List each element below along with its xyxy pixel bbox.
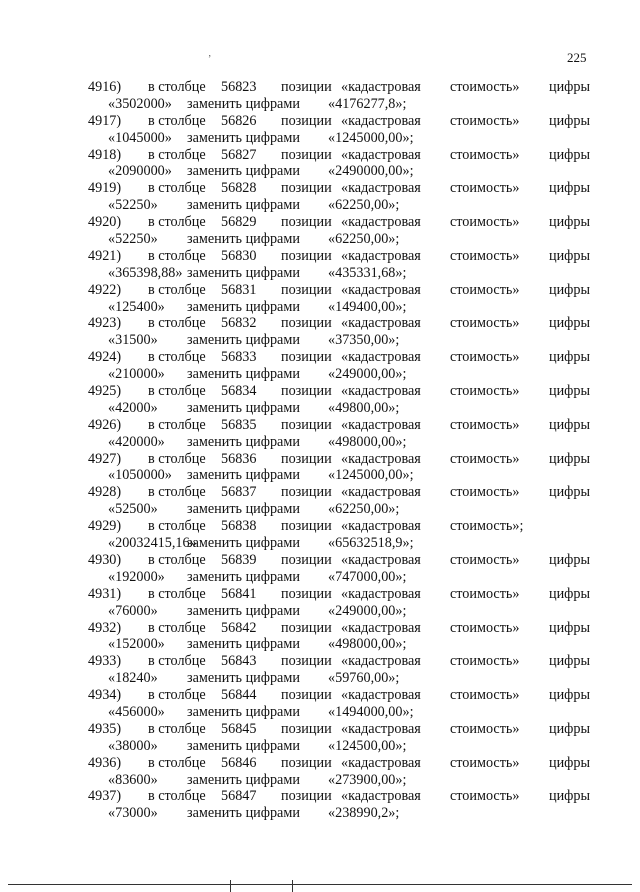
amendment-entry: [88, 653, 590, 687]
stray-mark: ʼ: [208, 54, 212, 65]
amendment-entry: [88, 755, 590, 789]
entry-pos: позиции: [281, 754, 332, 771]
entry-col: в столбце: [148, 180, 206, 197]
amendment-entry: [88, 147, 590, 181]
entry-line-2: [88, 366, 590, 383]
entry-pos: позиции: [281, 112, 332, 129]
entry-kad: «кадастровая: [341, 619, 421, 636]
entry-code: 56834: [221, 383, 257, 400]
amendment-entry: [88, 687, 590, 721]
entry-repl: заменить цифрами: [187, 298, 300, 315]
entry-col: в столбце: [148, 281, 206, 298]
entry-repl: заменить цифрами: [187, 703, 300, 720]
entry-dig: цифры: [548, 383, 590, 400]
entry-num: 4926): [88, 416, 122, 433]
entry-new: «1245000,00»;: [328, 467, 414, 484]
entry-line-2: [88, 501, 590, 518]
entry-col: в столбце: [148, 349, 206, 366]
entry-line-2: [88, 636, 590, 653]
entry-col: в столбце: [148, 416, 206, 433]
entry-num: 4923): [88, 315, 122, 332]
entry-line-1: [88, 586, 590, 603]
entry-kad: «кадастровая: [341, 551, 421, 568]
entry-dig: цифры: [548, 349, 590, 366]
entry-dig: цифры: [548, 754, 590, 771]
entry-num: 4929): [88, 518, 122, 535]
entry-new: «1245000,00»;: [328, 129, 414, 146]
footer-tick: [230, 880, 231, 892]
entry-num: 4919): [88, 180, 122, 197]
entry-col: в столбце: [148, 79, 206, 95]
entry-line-1: [88, 552, 590, 569]
entry-old: «52250»: [108, 231, 158, 248]
entry-col: в столбце: [148, 653, 206, 670]
amendment-entry: [88, 180, 590, 214]
entry-cost: стоимость»: [450, 315, 520, 332]
entry-num: 4920): [88, 214, 122, 231]
entry-cost: стоимость»: [450, 653, 520, 670]
entry-line-1: [88, 518, 590, 535]
entry-col: в столбце: [148, 450, 206, 467]
entry-kad: «кадастровая: [341, 112, 421, 129]
entry-code: 56833: [221, 349, 257, 366]
entry-pos: позиции: [281, 383, 332, 400]
entry-cost: стоимость»: [450, 585, 520, 602]
entry-dig: цифры: [548, 247, 590, 264]
amendment-entry: [88, 214, 590, 248]
entry-kad: «кадастровая: [341, 247, 421, 264]
entry-new: «62250,00»;: [328, 501, 400, 518]
entry-new: «498000,00»;: [328, 433, 407, 450]
entry-kad: «кадастровая: [341, 585, 421, 602]
entry-dig: цифры: [548, 281, 590, 298]
entry-pos: позиции: [281, 788, 332, 805]
entry-col: в столбце: [148, 247, 206, 264]
entry-dig: цифры: [548, 687, 590, 704]
entry-num: 4937): [88, 788, 122, 805]
entry-pos: позиции: [281, 281, 332, 298]
entry-new: «149400,00»;: [328, 298, 407, 315]
entry-kad: «кадастровая: [341, 146, 421, 163]
entry-old: «3502000»: [108, 95, 172, 112]
entry-pos: позиции: [281, 247, 332, 264]
entry-col: в столбце: [148, 788, 206, 805]
entry-col: в столбце: [148, 518, 206, 535]
entry-dig: цифры: [548, 450, 590, 467]
page-number: 225: [567, 50, 587, 65]
amendment-entry: [88, 484, 590, 518]
entry-repl: заменить цифрами: [187, 366, 300, 383]
entry-pos: позиции: [281, 416, 332, 433]
entry-dig: цифры: [548, 619, 590, 636]
entry-line-1: [88, 755, 590, 772]
entry-old: «192000»: [108, 568, 165, 585]
entry-dig: цифры: [548, 653, 590, 670]
entry-line-2: [88, 670, 590, 687]
entry-line-2: [88, 96, 590, 113]
entry-new: «1494000,00»;: [328, 703, 414, 720]
entry-cost: стоимость»: [450, 484, 520, 501]
entry-old: «73000»: [108, 805, 158, 822]
entry-kad: «кадастровая: [341, 416, 421, 433]
entry-col: в столбце: [148, 315, 206, 332]
entry-cost: стоимость»: [450, 551, 520, 568]
entry-col: в столбце: [148, 720, 206, 737]
entry-new: «435331,68»;: [328, 264, 407, 281]
entry-code: 56836: [221, 450, 257, 467]
entry-num: 4921): [88, 247, 122, 264]
entry-old: «52500»: [108, 501, 158, 518]
entry-pos: позиции: [281, 450, 332, 467]
amendment-entry: [88, 113, 590, 147]
entry-line-1: [88, 113, 590, 130]
entry-line-2: [88, 299, 590, 316]
entry-kad: «кадастровая: [341, 720, 421, 737]
entry-kad: «кадастровая: [341, 484, 421, 501]
entry-kad: «кадастровая: [341, 281, 421, 298]
entry-code: 56843: [221, 653, 257, 670]
entry-cost: стоимость»: [450, 788, 520, 805]
entry-kad: «кадастровая: [341, 349, 421, 366]
entry-col: в столбце: [148, 551, 206, 568]
entry-code: 56847: [221, 788, 257, 805]
amendment-entry: [88, 586, 590, 620]
entry-cost: стоимость»: [450, 619, 520, 636]
entry-pos: позиции: [281, 214, 332, 231]
entry-dig: цифры: [548, 720, 590, 737]
entry-old: «52250»: [108, 197, 158, 214]
entry-cost: стоимость»: [450, 383, 520, 400]
entry-num: 4936): [88, 754, 122, 771]
entry-code: 56844: [221, 687, 257, 704]
entry-col: в столбце: [148, 383, 206, 400]
entry-line-1: [88, 282, 590, 299]
entry-code: 56838: [221, 518, 257, 535]
entry-new: «4176277,8»;: [328, 95, 407, 112]
entry-cost: стоимость»: [450, 720, 520, 737]
entry-dig: цифры: [548, 180, 590, 197]
entry-new: «124500,00»;: [328, 737, 407, 754]
entry-new: «62250,00»;: [328, 197, 400, 214]
entry-repl: заменить цифрами: [187, 129, 300, 146]
entry-old: «83600»: [108, 771, 158, 788]
amendment-entry: [88, 620, 590, 654]
entry-line-1: [88, 79, 590, 96]
entry-cost: стоимость»: [450, 416, 520, 433]
amendment-entry: [88, 721, 590, 755]
entry-line-2: [88, 332, 590, 349]
entry-line-1: [88, 180, 590, 197]
entry-new: «747000,00»;: [328, 568, 407, 585]
amendment-entry: [88, 282, 590, 316]
entry-new: «2490000,00»;: [328, 163, 414, 180]
entry-num: 4924): [88, 349, 122, 366]
entry-num: 4922): [88, 281, 122, 298]
entry-kad: «кадастровая: [341, 518, 421, 535]
entry-pos: позиции: [281, 551, 332, 568]
entry-line-2: [88, 467, 590, 484]
amendment-entry: [88, 451, 590, 485]
entry-repl: заменить цифрами: [187, 231, 300, 248]
entry-kad: «кадастровая: [341, 315, 421, 332]
entry-dig: цифры: [548, 484, 590, 501]
entry-line-1: [88, 248, 590, 265]
entry-old: «210000»: [108, 366, 165, 383]
entry-cost: стоимость»: [450, 754, 520, 771]
entry-old: «152000»: [108, 636, 165, 653]
entry-code: 56841: [221, 585, 257, 602]
entry-cost: стоимость»: [450, 146, 520, 163]
entry-repl: заменить цифрами: [187, 501, 300, 518]
entry-code: 56845: [221, 720, 257, 737]
amendment-list: [88, 79, 590, 822]
entry-old: «42000»: [108, 399, 158, 416]
entry-old: «20032415,16»: [108, 535, 197, 552]
entry-repl: заменить цифрами: [187, 163, 300, 180]
amendment-entry: [88, 79, 590, 113]
entry-cost: стоимость»: [450, 281, 520, 298]
entry-num: 4935): [88, 720, 122, 737]
entry-new: «37350,00»;: [328, 332, 400, 349]
entry-line-1: [88, 620, 590, 637]
entry-code: 56832: [221, 315, 257, 332]
entry-line-2: [88, 569, 590, 586]
entry-cost: стоимость»: [450, 687, 520, 704]
entry-repl: заменить цифрами: [187, 467, 300, 484]
entry-num: 4917): [88, 112, 122, 129]
entry-kad: «кадастровая: [341, 450, 421, 467]
entry-num: 4931): [88, 585, 122, 602]
entry-line-2: [88, 772, 590, 789]
entry-cost: стоимость»: [450, 180, 520, 197]
entry-dig: цифры: [548, 585, 590, 602]
amendment-entry: [88, 315, 590, 349]
entry-line-2: [88, 535, 590, 552]
entry-kad: «кадастровая: [341, 79, 421, 95]
entry-dig: цифры: [548, 315, 590, 332]
entry-line-1: [88, 214, 590, 231]
entry-old: «125400»: [108, 298, 165, 315]
entry-pos: позиции: [281, 79, 332, 95]
entry-dig: цифры: [548, 79, 590, 95]
entry-line-2: [88, 805, 590, 822]
entry-cost: стоимость»: [450, 112, 520, 129]
entry-new: «59760,00»;: [328, 670, 400, 687]
entry-cost: стоимость»: [450, 349, 520, 366]
entry-line-1: [88, 383, 590, 400]
amendment-entry: [88, 552, 590, 586]
entry-repl: заменить цифрами: [187, 771, 300, 788]
entry-old: «2090000»: [108, 163, 172, 180]
entry-col: в столбце: [148, 146, 206, 163]
entry-pos: позиции: [281, 349, 332, 366]
entry-col: в столбце: [148, 687, 206, 704]
entry-line-1: [88, 788, 590, 805]
entry-dig: цифры: [548, 146, 590, 163]
entry-old: «365398,88»: [108, 264, 183, 281]
entry-repl: заменить цифрами: [187, 670, 300, 687]
entry-num: 4916): [88, 79, 122, 95]
entry-repl: заменить цифрами: [187, 95, 300, 112]
entry-new: «49800,00»;: [328, 399, 400, 416]
entry-line-1: [88, 484, 590, 501]
entry-new: «498000,00»;: [328, 636, 407, 653]
entry-col: в столбце: [148, 619, 206, 636]
entry-new: «62250,00»;: [328, 231, 400, 248]
entry-col: в столбце: [148, 754, 206, 771]
entry-repl: заменить цифрами: [187, 332, 300, 349]
entry-old: «1050000»: [108, 467, 172, 484]
entry-kad: «кадастровая: [341, 788, 421, 805]
entry-line-2: [88, 704, 590, 721]
entry-repl: заменить цифрами: [187, 433, 300, 450]
entry-pos: позиции: [281, 484, 332, 501]
entry-old: «1045000»: [108, 129, 172, 146]
entry-num: 4928): [88, 484, 122, 501]
entry-repl: заменить цифрами: [187, 737, 300, 754]
entry-cost: стоимость»: [450, 79, 520, 95]
entry-num: 4933): [88, 653, 122, 670]
entry-line-1: [88, 451, 590, 468]
entry-num: 4927): [88, 450, 122, 467]
entry-code: 56827: [221, 146, 257, 163]
entry-line-2: [88, 434, 590, 451]
amendment-entry: [88, 248, 590, 282]
entry-new: «65632518,9»;: [328, 535, 414, 552]
entry-line-2: [88, 603, 590, 620]
amendment-entry: [88, 417, 590, 451]
entry-num: 4932): [88, 619, 122, 636]
entry-line-1: [88, 417, 590, 434]
entry-new: «273900,00»;: [328, 771, 407, 788]
entry-cost: стоимость»;: [450, 518, 524, 535]
entry-repl: заменить цифрами: [187, 636, 300, 653]
entry-repl: заменить цифрами: [187, 602, 300, 619]
entry-dig: цифры: [548, 416, 590, 433]
entry-old: «38000»: [108, 737, 158, 754]
entry-line-1: [88, 687, 590, 704]
entry-line-2: [88, 163, 590, 180]
entry-kad: «кадастровая: [341, 687, 421, 704]
entry-code: 56839: [221, 551, 257, 568]
entry-pos: позиции: [281, 315, 332, 332]
entry-repl: заменить цифрами: [187, 805, 300, 822]
amendment-entry: [88, 518, 590, 552]
entry-line-1: [88, 721, 590, 738]
entry-line-1: [88, 653, 590, 670]
entry-code: 56829: [221, 214, 257, 231]
entry-pos: позиции: [281, 518, 332, 535]
entry-pos: позиции: [281, 619, 332, 636]
entry-col: в столбце: [148, 585, 206, 602]
entry-code: 56837: [221, 484, 257, 501]
entry-pos: позиции: [281, 585, 332, 602]
entry-code: 56826: [221, 112, 257, 129]
entry-old: «76000»: [108, 602, 158, 619]
entry-num: 4930): [88, 551, 122, 568]
footer-rule: [8, 884, 632, 885]
entry-pos: позиции: [281, 146, 332, 163]
entry-old: «31500»: [108, 332, 158, 349]
entry-col: в столбце: [148, 484, 206, 501]
entry-col: в столбце: [148, 112, 206, 129]
amendment-entry: [88, 383, 590, 417]
entry-repl: заменить цифрами: [187, 264, 300, 281]
entry-code: 56846: [221, 754, 257, 771]
footer-tick: [292, 880, 293, 892]
entry-new: «249000,00»;: [328, 602, 407, 619]
entry-code: 56823: [221, 79, 257, 95]
entry-line-1: [88, 315, 590, 332]
entry-code: 56828: [221, 180, 257, 197]
entry-dig: цифры: [548, 551, 590, 568]
entry-cost: стоимость»: [450, 450, 520, 467]
entry-line-2: [88, 130, 590, 147]
entry-line-2: [88, 231, 590, 248]
entry-kad: «кадастровая: [341, 180, 421, 197]
entry-cost: стоимость»: [450, 214, 520, 231]
entry-kad: «кадастровая: [341, 653, 421, 670]
entry-dig: цифры: [548, 112, 590, 129]
entry-kad: «кадастровая: [341, 383, 421, 400]
entry-dig: цифры: [548, 214, 590, 231]
entry-line-1: [88, 349, 590, 366]
entry-line-2: [88, 197, 590, 214]
entry-repl: заменить цифрами: [187, 399, 300, 416]
entry-pos: позиции: [281, 687, 332, 704]
entry-repl: заменить цифрами: [187, 197, 300, 214]
entry-line-2: [88, 738, 590, 755]
entry-line-1: [88, 147, 590, 164]
entry-pos: позиции: [281, 720, 332, 737]
entry-repl: заменить цифрами: [187, 535, 300, 552]
entry-old: «420000»: [108, 433, 165, 450]
entry-repl: заменить цифрами: [187, 568, 300, 585]
entry-pos: позиции: [281, 180, 332, 197]
entry-kad: «кадастровая: [341, 754, 421, 771]
entry-code: 56842: [221, 619, 257, 636]
entry-col: в столбце: [148, 214, 206, 231]
entry-cost: стоимость»: [450, 247, 520, 264]
entry-old: «18240»: [108, 670, 158, 687]
entry-pos: позиции: [281, 653, 332, 670]
entry-code: 56830: [221, 247, 257, 264]
entry-old: «456000»: [108, 703, 165, 720]
entry-dig: цифры: [548, 788, 590, 805]
entry-code: 56835: [221, 416, 257, 433]
amendment-entry: [88, 349, 590, 383]
entry-line-2: [88, 265, 590, 282]
entry-code: 56831: [221, 281, 257, 298]
entry-num: 4934): [88, 687, 122, 704]
amendment-entry: [88, 788, 590, 822]
entry-num: 4918): [88, 146, 122, 163]
entry-new: «249000,00»;: [328, 366, 407, 383]
entry-kad: «кадастровая: [341, 214, 421, 231]
entry-num: 4925): [88, 383, 122, 400]
entry-new: «238990,2»;: [328, 805, 400, 822]
entry-line-2: [88, 400, 590, 417]
